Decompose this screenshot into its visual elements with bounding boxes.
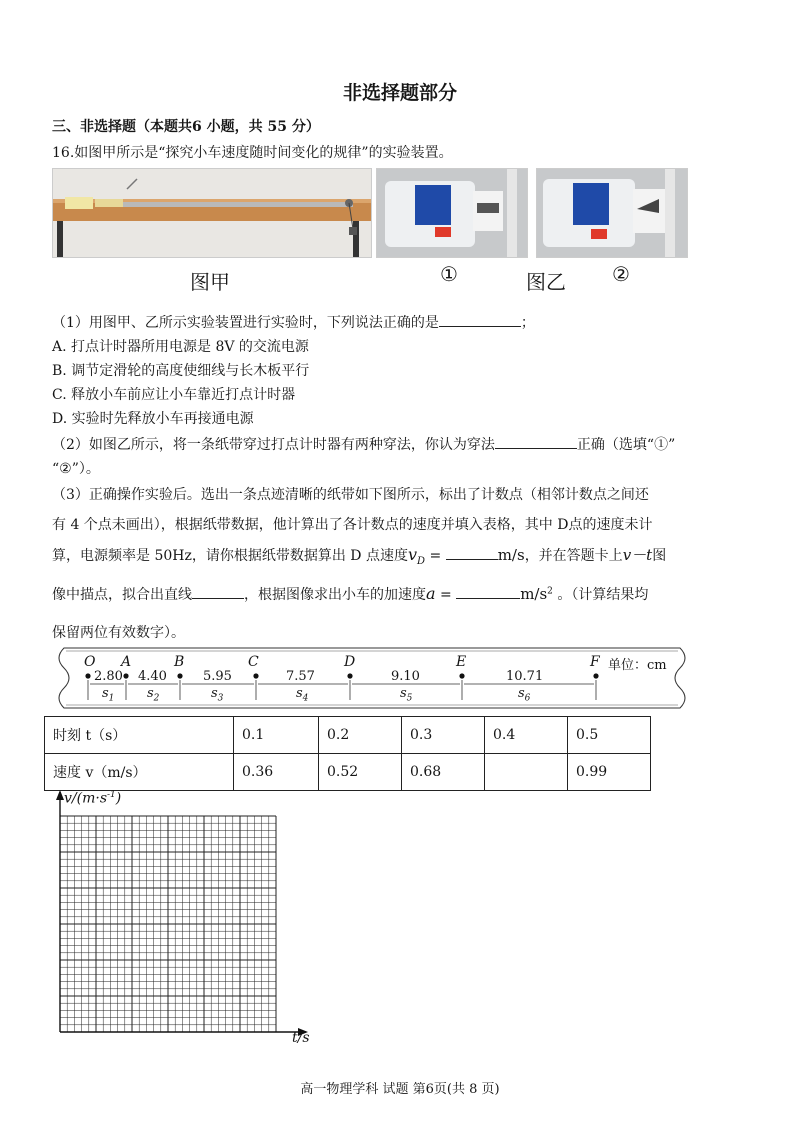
part1-prompt: （1）用图甲、乙所示实验装置进行实验时，下列说法正确的是 ； bbox=[52, 312, 535, 332]
caption-circle-1: ① bbox=[440, 262, 458, 286]
acceleration-answer-blank[interactable] bbox=[456, 584, 520, 599]
section-heading: 三、非选择题（本题共6 小题，共 55 分） bbox=[52, 119, 320, 135]
distance-s1: 2.80 bbox=[94, 669, 123, 684]
time-cell: 0.3 bbox=[402, 717, 485, 754]
segment-s1: $s_1$ bbox=[102, 686, 115, 704]
tape-unit: 单位：cm bbox=[608, 658, 667, 673]
point-d: D bbox=[344, 654, 356, 670]
velocity-cell: 0.36 bbox=[234, 754, 319, 791]
distance-s6: 10.71 bbox=[506, 669, 544, 684]
point-f: F bbox=[590, 654, 600, 670]
part3-line3: 算，电源频率是 50Hz，请你根据纸带数据算出 D 点速度$v_D = m/s$，并在答题卡上v－t图 bbox=[52, 545, 667, 567]
part3-line1: （3）正确操作实验后。选出一条点迹清晰的纸带如下图所示，标出了计数点（相邻计数点之间还 bbox=[52, 487, 649, 503]
caption-jia: 图甲 bbox=[190, 270, 230, 294]
part2-answer-blank[interactable] bbox=[495, 434, 577, 449]
segment-s2: $s_2$ bbox=[147, 686, 160, 704]
timer-photo-2 bbox=[536, 168, 688, 258]
part3-line4: 像中描点，拟合出直线 ，根据图像求出小车的加速度$a = m/s^2$ 。（计算结果均 bbox=[52, 584, 649, 603]
velocity-row-label: 速度 v（m/s） bbox=[45, 754, 234, 791]
option-d: D. 实验时先释放小车再接通电源 bbox=[52, 411, 254, 427]
distance-s2: 4.40 bbox=[138, 669, 167, 684]
distance-s3: 5.95 bbox=[203, 669, 232, 684]
table-row-time bbox=[45, 717, 651, 754]
segment-s4: $s_4$ bbox=[296, 686, 309, 704]
distance-s4: 7.57 bbox=[286, 669, 315, 684]
vd-answer-blank[interactable] bbox=[446, 545, 498, 560]
caption-yi: 图乙 bbox=[526, 270, 566, 294]
tape-dot bbox=[459, 673, 464, 678]
part2-line1: （2）如图乙所示，将一条纸带穿过打点计时器有两种穿法，你认为穿法 正确（选填“①” bbox=[52, 434, 675, 454]
x-axis-label: t/s bbox=[292, 1030, 310, 1046]
time-row-label: 时刻 t（s） bbox=[45, 717, 234, 754]
distance-s5: 9.10 bbox=[391, 669, 420, 684]
time-cell: 0.1 bbox=[234, 717, 319, 754]
part3-line5: 保留两位有效数字）。 bbox=[52, 625, 185, 641]
point-b: B bbox=[174, 654, 185, 670]
timer-photo-1 bbox=[376, 168, 528, 258]
y-axis-label: $v/(m\cdot s^{-1})$ bbox=[64, 790, 122, 807]
segment-s6: $s_6$ bbox=[518, 686, 531, 704]
table-row-velocity bbox=[45, 754, 651, 791]
part1-answer-blank[interactable] bbox=[439, 312, 521, 327]
tape-dot bbox=[253, 673, 258, 678]
part3-line2: 有 4 个点未画出），根据纸带数据，他计算出了各计数点的速度并填入表格，其中 D点的速度未计 bbox=[52, 517, 653, 533]
caption-circle-2: ② bbox=[612, 262, 630, 286]
tape-dot bbox=[85, 673, 90, 678]
time-cell: 0.5 bbox=[568, 717, 651, 754]
tape-dot bbox=[347, 673, 352, 678]
line-answer-blank[interactable] bbox=[192, 584, 244, 599]
tape-dot bbox=[177, 673, 182, 678]
time-cell: 0.2 bbox=[319, 717, 402, 754]
tape-dot bbox=[123, 673, 128, 678]
page-title: 非选择题部分 bbox=[342, 82, 457, 104]
segment-s5: $s_5$ bbox=[400, 686, 413, 704]
velocity-cell-empty[interactable] bbox=[485, 754, 568, 791]
point-e: E bbox=[456, 654, 467, 670]
apparatus-photo bbox=[52, 168, 372, 258]
point-c: C bbox=[248, 654, 259, 670]
option-c: C. 释放小车前应让小车靠近打点计时器 bbox=[52, 387, 296, 403]
page-footer: 高一物理学科 试题 第6页(共 8 页) bbox=[300, 1082, 500, 1097]
vt-graph[interactable] bbox=[40, 786, 320, 1048]
question-16-stem: 16.如图甲所示是“探究小车速度随时间变化的规律”的实验装置。 bbox=[52, 145, 453, 161]
velocity-table bbox=[44, 716, 651, 791]
point-a: A bbox=[121, 654, 132, 670]
segment-s3: $s_3$ bbox=[211, 686, 224, 704]
tape-dot bbox=[593, 673, 598, 678]
part2-line2: “②”）。 bbox=[52, 461, 100, 477]
time-cell: 0.4 bbox=[485, 717, 568, 754]
option-a: A. 打点计时器所用电源是 8V 的交流电源 bbox=[52, 339, 309, 355]
velocity-cell: 0.68 bbox=[402, 754, 485, 791]
point-o: O bbox=[84, 654, 96, 670]
option-b: B. 调节定滑轮的高度使细线与长木板平行 bbox=[52, 363, 310, 379]
velocity-cell: 0.52 bbox=[319, 754, 402, 791]
velocity-cell: 0.99 bbox=[568, 754, 651, 791]
y-axis-arrow bbox=[56, 790, 64, 800]
